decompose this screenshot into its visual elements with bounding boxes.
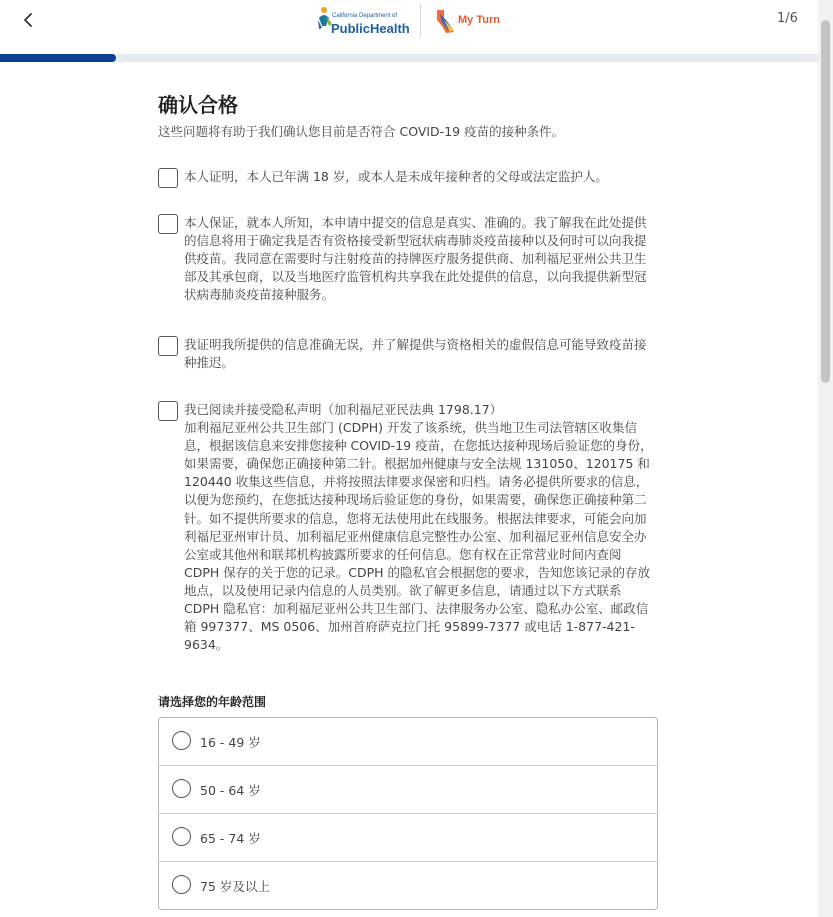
checkbox-label-age-certify: 本人证明，本人已年满 18 岁，或本人是未成年接种者的父母或法定监护人。 (184, 169, 608, 184)
age-option-65-74[interactable] (159, 814, 657, 862)
page-subtitle: 这些问题将有助于我们确认您目前是否符合 COVID-19 疫苗的接种条件。 (158, 124, 565, 139)
age-option-75-plus[interactable] (159, 862, 657, 909)
page-title: 确认合格 (158, 93, 238, 117)
checkbox-label-false-info: 我证明我所提供的信息准确无误，并了解提供与资格相关的虚假信息可能导致疫苗接种推迟。 (184, 337, 647, 371)
eligibility-form (158, 91, 658, 894)
progress-bar (0, 54, 818, 62)
age-option-label: 16 - 49 岁 (200, 735, 261, 750)
cdph-logo-top-text: California Department of (332, 13, 398, 19)
progress-bar-fill (0, 54, 116, 62)
cdph-logo-bottom-text: PublicHealth (331, 21, 410, 36)
scrollbar-thumb[interactable] (821, 20, 830, 383)
radio-50-64[interactable] (172, 779, 191, 798)
age-range-radio-group (158, 717, 658, 910)
step-indicator: 1/6 (777, 11, 798, 26)
scrollbar[interactable] (818, 0, 833, 917)
back-button[interactable] (20, 10, 38, 30)
age-option-16-49[interactable] (159, 718, 657, 766)
age-option-label: 65 - 74 岁 (200, 831, 261, 846)
chevron-left-icon (20, 10, 38, 30)
checkbox-label-info-accuracy: 本人保证，就本人所知，本申请中提交的信息是真实、准确的。我了解我在此处提供的信息将用于确定我是否有资格接受新型冠状病毒肺炎疫苗接种以及何时可以向我提供疫苗。我同意在需要时与注射疫苗的持牌医疗服务提供商、加利福尼亚州公共卫生部及其承包商，以及当地医疗监管机构共享我在此处提供的信息，以向我提供新型冠状病毒肺炎疫苗接种服务。 (184, 215, 647, 303)
logo-divider (420, 4, 421, 38)
my-turn-logo-text: My Turn (458, 14, 500, 26)
age-option-label: 75 岁及以上 (200, 879, 270, 894)
checkbox-privacy[interactable] (158, 401, 178, 421)
radio-16-49[interactable] (172, 731, 191, 750)
cdph-logo (316, 4, 412, 38)
checkbox-info-accuracy[interactable] (158, 214, 178, 234)
checkbox-false-info[interactable] (158, 336, 178, 356)
age-option-50-64[interactable] (159, 766, 657, 814)
radio-75-plus[interactable] (172, 875, 191, 894)
top-header (0, 0, 818, 54)
age-range-label: 请选择您的年龄范围 (158, 695, 267, 709)
radio-65-74[interactable] (172, 827, 191, 846)
age-option-label: 50 - 64 岁 (200, 783, 261, 798)
checkbox-label-privacy: 我已阅读并接受隐私声明（加利福尼亚民法典 1798.17） 加利福尼亚州公共卫生部门 (CDPH) 开发了该系统，供当地卫生司法管辖区收集信息，根据该信息来安排您接种 COVID-19 疫苗，在您抵达接种现场后验证您的身份，如果需要，确保您正确接种第二针。根据加州健康与安全法规 131050、120175 和 120440 收集这些信息，并将按照法律要求保密和归档。请务必提供所要求的信息，以便为您预约，在您抵达接种现场后验证您的身份，如果需要，确保您正确接种第二针。如不提供所要求的信息，您将无法使用此在线服务。根据法律要求，可能会向加利福尼亚州审计员、加利福尼亚州健康信息完整性办公室、加利福尼亚州信息安全办公室或其他州和联邦机构披露所要求的任何信息。您有权在正常营业时间内查阅 CDPH 保存的关于您的记录。CDPH 的隐私官会根据您的要求，告知您该记录的存放地点，以及使用记录内信息的人员类别。欲了解更多信息，请通过以下方式联系 CDPH 隐私官：加利福尼亚州公共卫生部门、法律服务办公室、隐私办公室、邮政信箱 997377、MS 0506、加州首府萨克拉门托 95899-7377 或电话 1-877-421-9634。 (184, 402, 653, 653)
my-turn-logo (434, 6, 504, 36)
checkbox-age-certify[interactable] (158, 168, 178, 188)
